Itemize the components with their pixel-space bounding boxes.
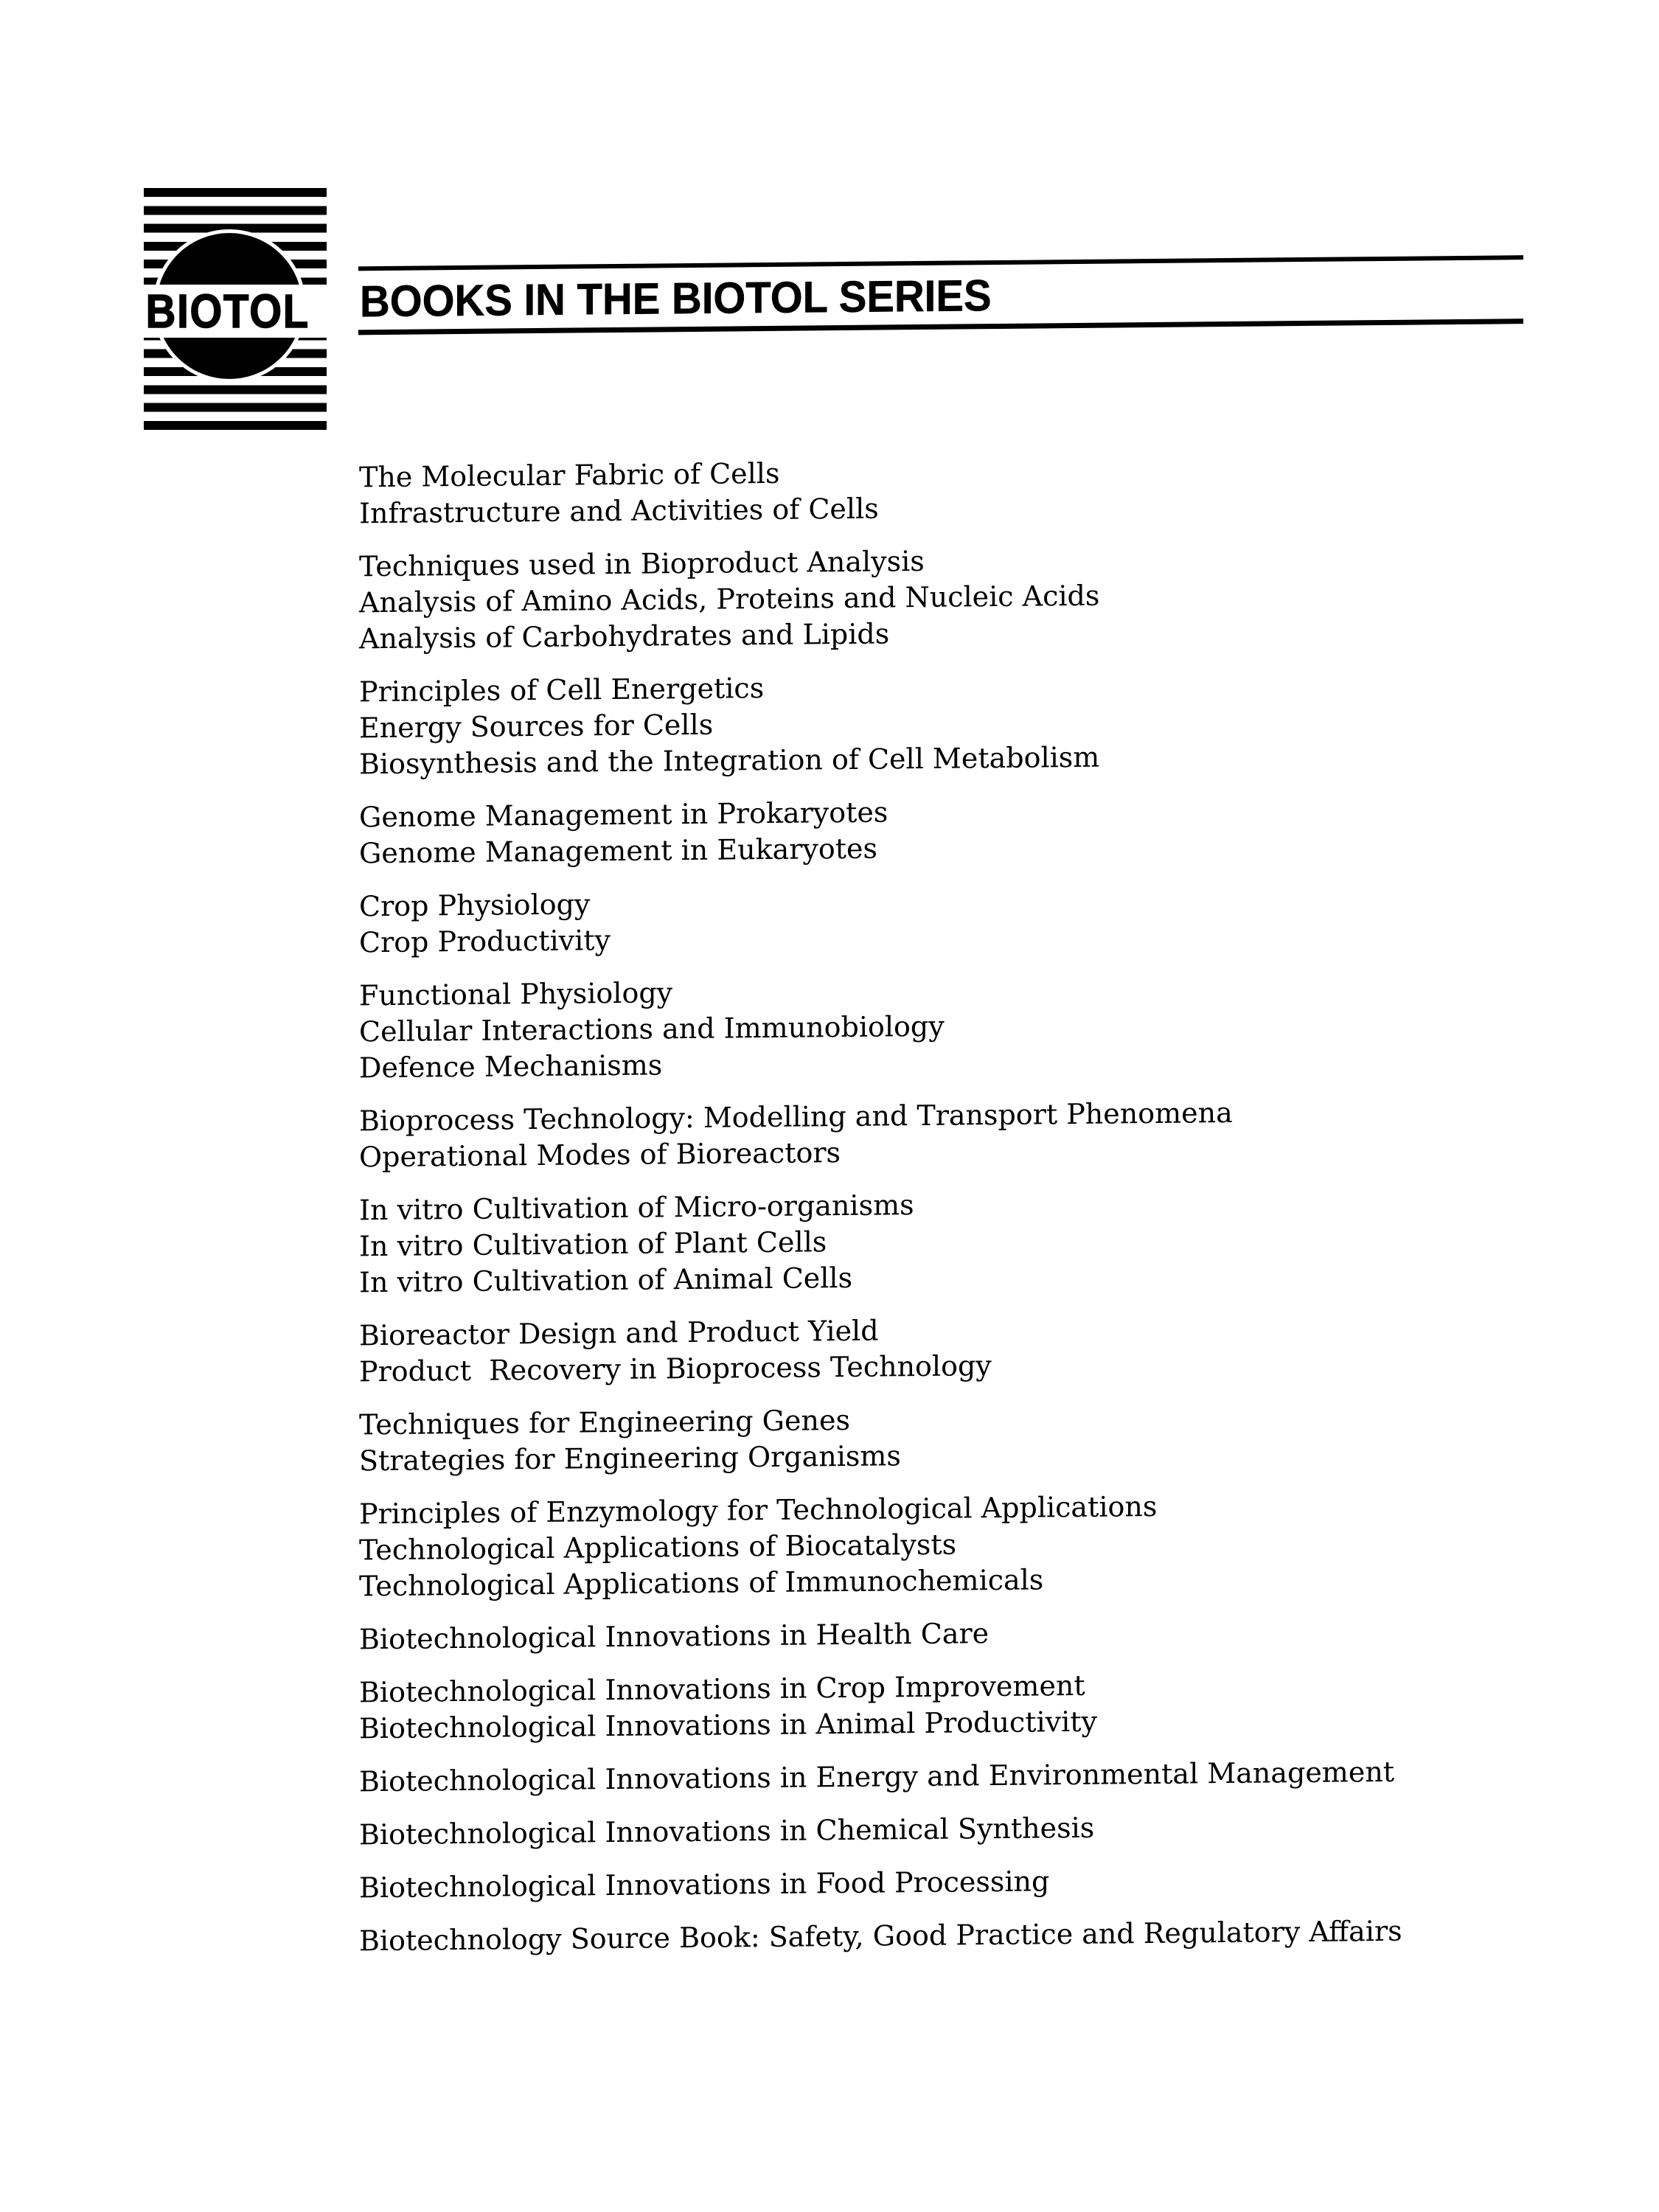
book-group — [359, 1663, 1509, 1747]
book-group — [359, 877, 1509, 961]
book-title: Strategies for Engineering Organisms — [359, 1439, 901, 1478]
book-group — [359, 788, 1509, 872]
book-group — [359, 1753, 1509, 1800]
header-rule-top — [358, 255, 1523, 271]
book-title: In vitro Cultivation of Plant Cells — [359, 1225, 827, 1263]
book-title: Principles of Cell Energetics — [359, 672, 765, 709]
book-list — [359, 448, 1509, 1976]
book-title: Technological Applications of Immunochemicals — [359, 1563, 1044, 1603]
book-title: Biosynthesis and the Integration of Cell Metabolism — [359, 740, 1100, 781]
book-title: Genome Management in Eukaryotes — [359, 832, 878, 870]
book-title: Defence Mechanisms — [359, 1048, 663, 1085]
book-title: Biotechnology Source Book: Safety, Good Practice and Regulatory Affairs — [359, 1914, 1402, 1958]
book-title: Bioreactor Design and Product Yield — [359, 1314, 879, 1352]
logo-wordmark: BIOTOL — [145, 285, 310, 338]
page-title: BOOKS IN THE BIOTOL SERIES — [360, 271, 992, 327]
book-title: Cellular Interactions and Immunobiology — [359, 1009, 945, 1048]
book-group — [359, 1307, 1509, 1390]
book-group — [359, 967, 1509, 1086]
book-group — [359, 1396, 1509, 1479]
book-title: The Molecular Fabric of Cells — [359, 456, 780, 494]
book-title: Genome Management in Prokaryotes — [359, 796, 888, 834]
book-title: Analysis of Carbohydrates and Lipids — [359, 617, 890, 655]
book-group — [359, 1912, 1509, 1959]
book-title: Infrastructure and Activities of Cells — [359, 492, 879, 530]
book-title: Crop Physiology — [359, 888, 591, 923]
book-group — [359, 1092, 1509, 1175]
series-header — [358, 255, 1523, 335]
book-title: Technological Applications of Biocatalysts — [359, 1528, 957, 1567]
book-title: Biotechnological Innovations in Energy and Environmental Management — [359, 1755, 1395, 1798]
book-group — [359, 1610, 1509, 1658]
book-group — [359, 448, 1509, 532]
book-title: Biotechnological Innovations in Animal Productivity — [359, 1705, 1097, 1745]
book-title: In vitro Cultivation of Micro-organisms — [359, 1189, 914, 1227]
book-title: Energy Sources for Cells — [359, 708, 714, 745]
book-title: Biotechnological Innovations in Crop Improvement — [359, 1669, 1085, 1709]
book-group — [359, 538, 1509, 657]
book-title: Analysis of Amino Acids, Proteins and Nucleic Acids — [359, 579, 1100, 619]
book-group — [359, 1485, 1509, 1604]
book-title: Product Recovery in Bioprocess Technology — [359, 1349, 992, 1388]
book-title: Functional Physiology — [359, 976, 673, 1012]
book-title: Biotechnological Innovations in Food Processing — [359, 1865, 1050, 1905]
book-title: Biotechnological Innovations in Chemical Synthesis — [359, 1811, 1095, 1851]
book-title: Operational Modes of Bioreactors — [359, 1136, 841, 1174]
book-group — [359, 1859, 1509, 1906]
book-title: In vitro Cultivation of Animal Cells — [359, 1261, 853, 1299]
book-title: Techniques used in Bioproduct Analysis — [359, 544, 925, 583]
book-title: Biotechnological Innovations in Health Care — [359, 1617, 990, 1656]
book-title: Bioprocess Technology: Modelling and Transport Phenomena — [359, 1096, 1233, 1138]
book-group — [359, 1181, 1509, 1301]
book-group — [359, 663, 1509, 782]
book-title: Principles of Enzymology for Technological Applications — [359, 1489, 1158, 1531]
book-title: Crop Productivity — [359, 924, 611, 959]
book-group — [359, 1806, 1509, 1853]
book-title: Techniques for Engineering Genes — [359, 1403, 850, 1441]
